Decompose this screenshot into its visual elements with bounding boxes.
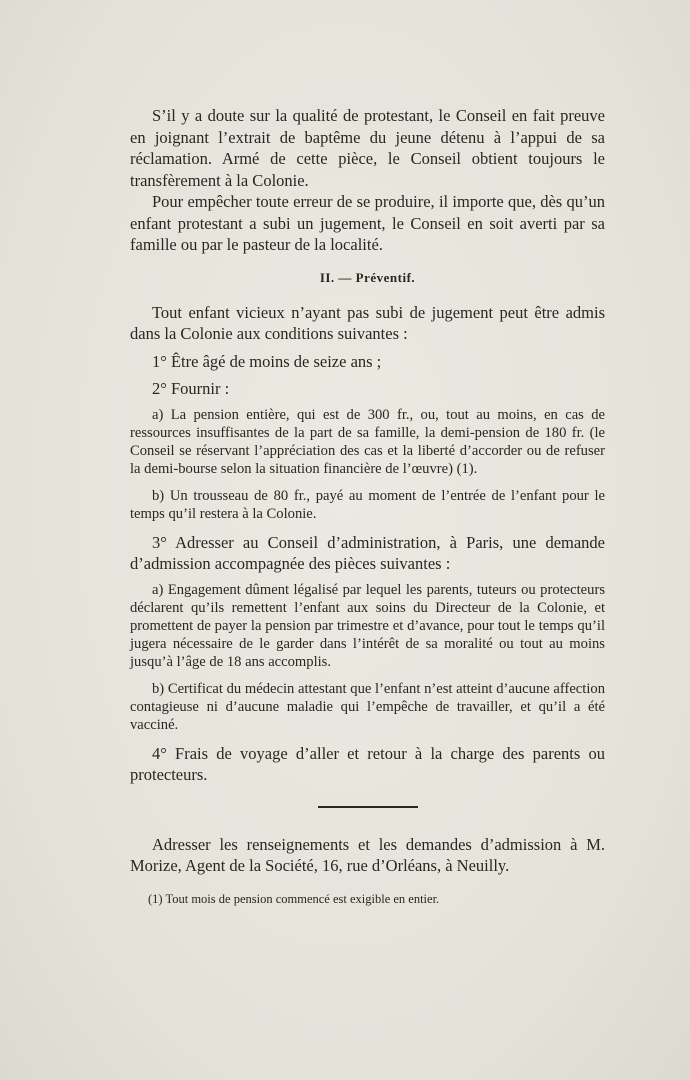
section-divider (318, 806, 418, 808)
condition-pension: a) La pension entière, qui est de 300 fr., ou, tout au moins, en cas de ressources insuffisantes de la part de sa famille, la demi-pension de 180 fr. (le Conseil se réservant l’appréciation des cas et la liberté d’accorder ou de refuser la demi-bourse selon la situation financière de l’œuvre) (1). (130, 406, 605, 477)
condition-age: 1° Être âgé de moins de seize ans ; (152, 351, 382, 371)
paragraph-proof-of-protestantism: S’il y a doute sur la qualité de protestant, le Conseil en fait preuve en joignant l’extrait de baptême du jeune détenu à l’appui de sa réclamation. Armé de cette pièce, le Conseil obtient toujours le transfèrement à la Colonie. (130, 106, 605, 190)
condition-provide: 2° Fournir : (152, 379, 230, 398)
paragraph-admission-conditions: Tout enfant vicieux n’ayant pas subi de jugement peut être admis dans la Colonie aux conditions suivantes : (130, 302, 605, 343)
condition-trousseau: b) Un trousseau de 80 fr., payé au moment de l’entrée de l’enfant pour le temps qu’il restera à la Colonie. (130, 487, 605, 522)
paragraph-address: Adresser les renseignements et les demandes d’admission à M. Morize, Agent de la Société, 16, rue d’Orléans, à Neuilly. (130, 834, 605, 875)
document-medical-certificate: b) Certificat du médecin attestant que l’enfant n’est atteint d’aucune affection contagieuse ni d’aucune maladie qui l’empêche de travailler, et qu’il a été vacciné. (130, 680, 605, 733)
condition-application: 3° Adresser au Conseil d’administration, à Paris, une demande d’admission accompagnée des pièces suivantes : (130, 532, 605, 573)
condition-travel-costs: 4° Frais de voyage d’aller et retour à la charge des parents ou protecteurs. (130, 743, 605, 784)
footnote: (1) Tout mois de pension commencé est exigible en entier. (148, 891, 440, 906)
section-heading: II. — Préventif. (319, 269, 416, 285)
document-body (130, 105, 605, 919)
paragraph-prevent-error: Pour empêcher toute erreur de se produire, il importe que, dès qu’un enfant protestant a subi un jugement, le Conseil en soit averti par sa famille ou par le pasteur de la localité. (130, 192, 605, 254)
document-engagement: a) Engagement dûment légalisé par lequel les parents, tuteurs ou protecteurs déclarent qu’ils remettent l’enfant aux soins du Directeur de la Colonie, et promettent de payer la pension par trimestre et d’avance, pour tout le temps qu’il jugera nécessaire de le garder dans l’intérêt de sa moralité ou tout au moins jusqu’à l’âge de 18 ans accomplis. (130, 581, 605, 670)
